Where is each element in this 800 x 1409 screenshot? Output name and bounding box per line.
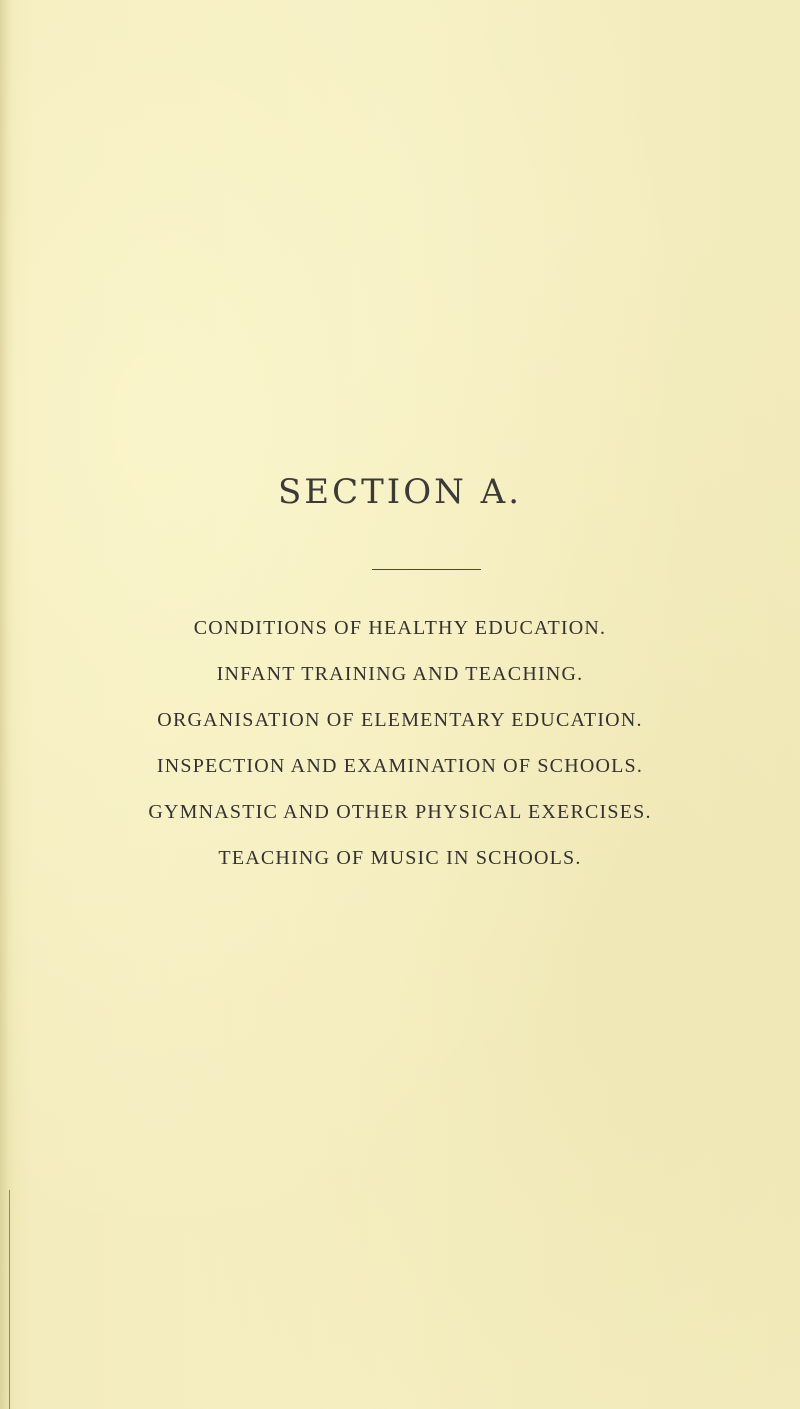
page-edge-line [9, 1190, 10, 1409]
section-contents-list [0, 605, 800, 881]
contents-item-infant-training: INFANT TRAINING AND TEACHING. [216, 663, 584, 685]
contents-item-inspection: INSPECTION AND EXAMINATION OF SCHOOLS. [156, 755, 644, 777]
contents-item-healthy-education: CONDITIONS OF HEALTHY EDUCATION. [193, 617, 607, 639]
section-title: SECTION A. [277, 472, 523, 512]
contents-item-gymnastic: GYMNASTIC AND OTHER PHYSICAL EXERCISES. [148, 801, 652, 823]
contents-item-organisation: ORGANISATION OF ELEMENTARY EDUCATION. [157, 709, 643, 731]
title-divider [372, 569, 481, 570]
contents-item-music: TEACHING OF MUSIC IN SCHOOLS. [218, 847, 582, 869]
